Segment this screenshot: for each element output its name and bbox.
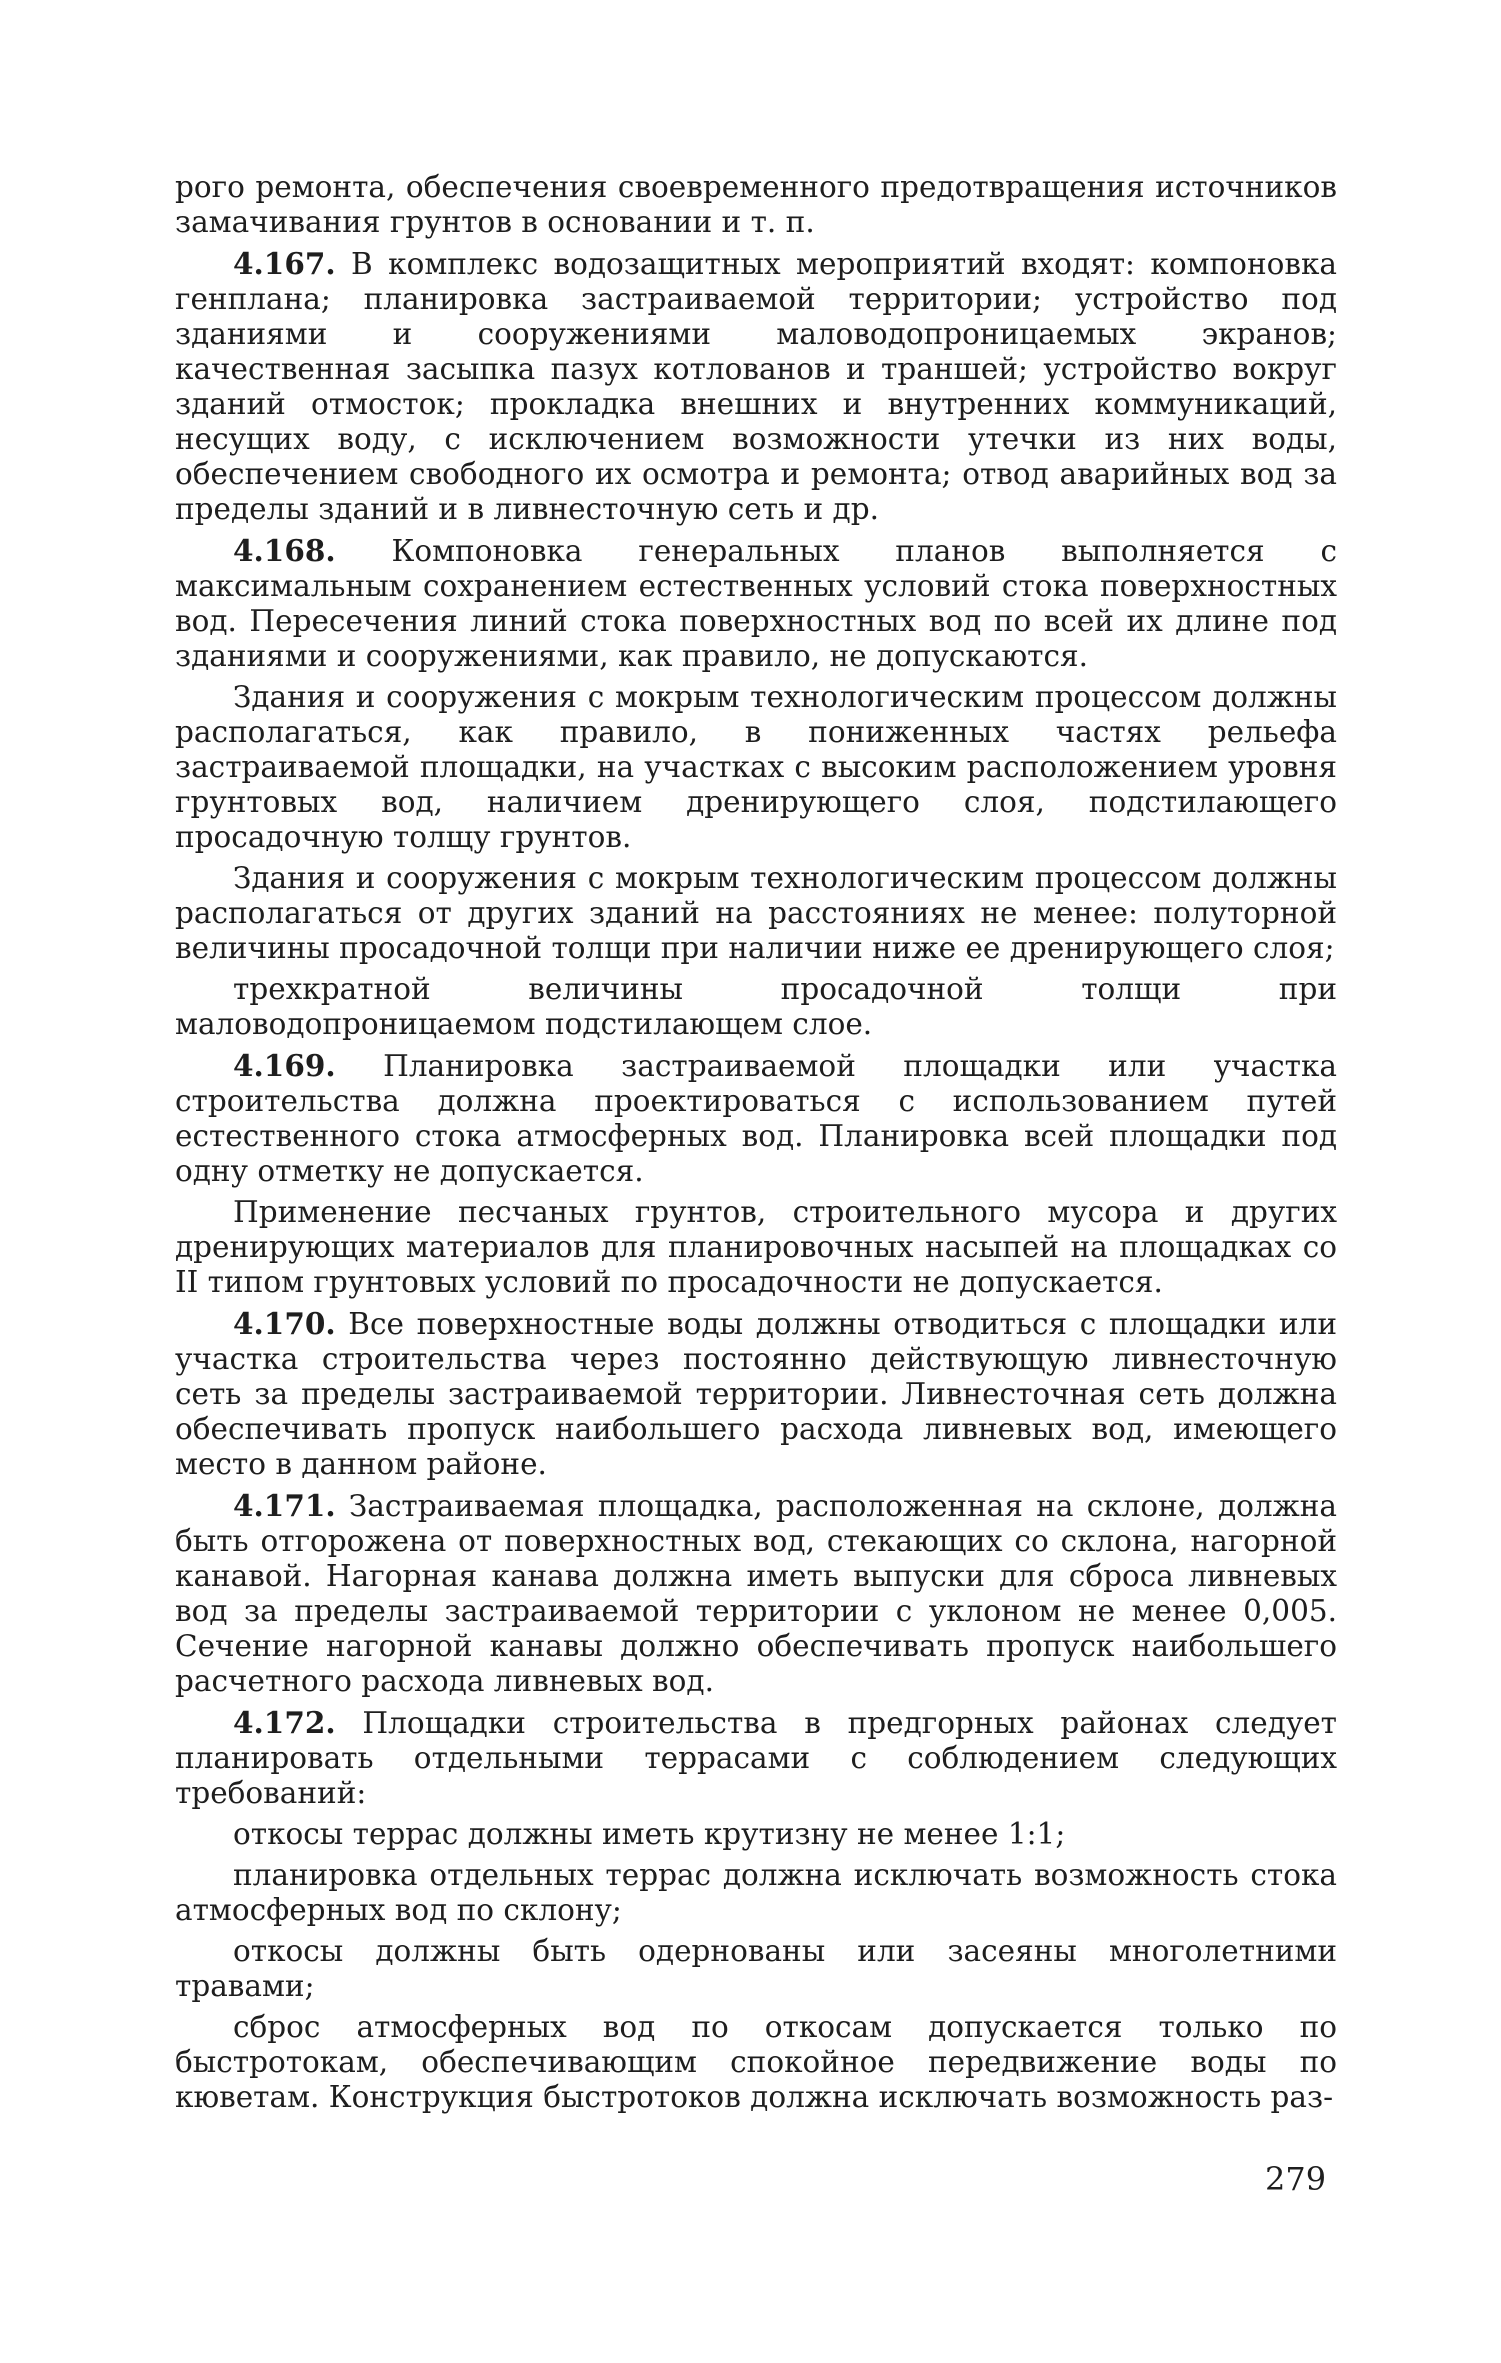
paragraph-text: Застраиваемая площадка, расположенная на склоне, должна быть отгорожена от поверхностных вод, стекающих со склона, нагорной канавой. Нагорная канава должна иметь выпуски для сброса ливневых вод за пределы застраиваемой территории с уклоном не менее 0,005. Сечение нагорной канавы должно обеспечивать пропуск наибольшего расчетного расхода ливневых вод. — [175, 1489, 1337, 1698]
list-item — [175, 1858, 1337, 1928]
paragraph-text: Здания и сооружения с мокрым технологическим процессом должны располагаться от других зданий на расстояниях не менее: полуторной величины просадочной толщи при наличии ниже ее дренирующего слоя; — [175, 861, 1337, 965]
paragraph-text: планировка отдельных террас должна исключать возможность стока атмосферных вод по склону; — [175, 1858, 1337, 1927]
section-number: 4.170. — [233, 1306, 336, 1341]
paragraph-4-171 — [175, 1488, 1337, 1699]
paragraph-text: откосы террас должны иметь крутизну не менее 1:1; — [233, 1817, 1066, 1851]
section-number: 4.171. — [233, 1488, 336, 1523]
paragraph — [175, 861, 1337, 966]
paragraph-4-168 — [175, 533, 1337, 674]
paragraph-text: Площадки строительства в предгорных районах следует планировать отдельными террасами с соблюдением следующих требований: — [175, 1706, 1337, 1810]
paragraph-continuation — [175, 170, 1337, 240]
paragraph — [175, 972, 1337, 1042]
paragraph-4-167 — [175, 246, 1337, 527]
paragraph-text: Здания и сооружения с мокрым технологическим процессом должны располагаться, как правило, в пониженных частях рельефа застраиваемой площадки, на участках с высоким расположением уровня грунтовых вод, наличием дренирующего слоя, подстилающего просадочную толщу грунтов. — [175, 680, 1337, 854]
paragraph-text: откосы должны быть одернованы или засеяны многолетними травами; — [175, 1934, 1337, 2003]
paragraph-text: сброс атмосферных вод по откосам допускается только по быстротокам, обеспечивающим спокойное передвижение воды по кюветам. Конструкция быстротоков должна исключать возможность раз- — [175, 2010, 1337, 2114]
paragraph-4-170 — [175, 1306, 1337, 1482]
section-number: 4.169. — [233, 1048, 336, 1083]
paragraph — [175, 1195, 1337, 1300]
paragraph — [175, 680, 1337, 855]
page-number: 279 — [1265, 2160, 1327, 2198]
list-item — [175, 1817, 1337, 1852]
paragraph-text: Компоновка генеральных планов выполняется с максимальным сохранением естественных условий стока поверхностных вод. Пересечения линий стока поверхностных вод по всей их длине под зданиями и сооружениями, как правило, не допускаются. — [175, 534, 1337, 673]
paragraph-text: трехкратной величины просадочной толщи при маловодопроницаемом подстилающем слое. — [175, 972, 1337, 1041]
paragraph-text: В комплекс водозащитных мероприятий входят: компоновка генплана; планировка застраиваемой территории; устройство под зданиями и сооружениями маловодопроницаемых экранов; качественная засыпка пазух котлованов и траншей; устройство вокруг зданий отмосток; прокладка внешних и внутренних коммуникаций, несущих воду, с исключением возможности утечки из них воды, обеспечением свободного их осмотра и ремонта; отвод аварийных вод за пределы зданий и в ливнесточную сеть и др. — [175, 247, 1337, 526]
paragraph-text: Все поверхностные воды должны отводиться с площадки или участка строительства через постоянно действующую ливнесточную сеть за пределы застраиваемой территории. Ливнесточная сеть должна обеспечивать пропуск наибольшего расхода ливневых вод, имеющего место в данном районе. — [175, 1307, 1337, 1481]
paragraph-text: Планировка застраиваемой площадки или участка строительства должна проектироваться с использованием путей естественного стока атмосферных вод. Планировка всей площадки под одну отметку не допускается. — [175, 1049, 1337, 1188]
section-number: 4.167. — [233, 246, 336, 281]
paragraph-text: Применение песчаных грунтов, строительного мусора и других дренирующих материалов для планировочных насыпей на площадках со II типом грунтовых условий по просадочности не допускается. — [175, 1195, 1337, 1299]
document-body — [175, 170, 1337, 2121]
paragraph-4-169 — [175, 1048, 1337, 1189]
section-number: 4.168. — [233, 533, 336, 568]
paragraph-4-172 — [175, 1705, 1337, 1811]
paragraph-text: рого ремонта, обеспечения своевременного предотвращения источников замачивания грунтов в основании и т. п. — [175, 170, 1337, 239]
list-item — [175, 1934, 1337, 2004]
section-number: 4.172. — [233, 1705, 336, 1740]
list-item — [175, 2010, 1337, 2115]
